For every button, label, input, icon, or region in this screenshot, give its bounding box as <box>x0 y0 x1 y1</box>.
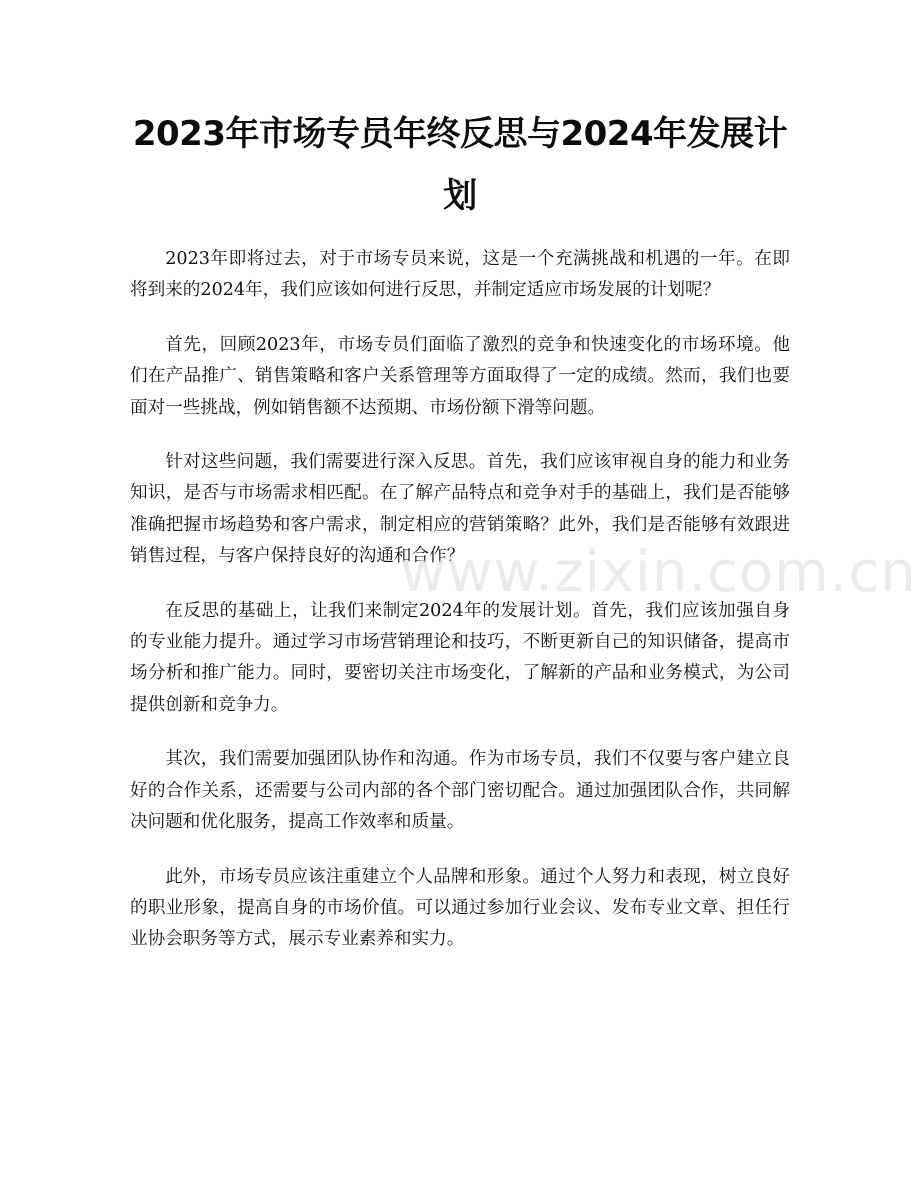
watermark: www.zixin.com.cn <box>400 540 917 605</box>
paragraph: 其次，我们需要加强团队协作和沟通。作为市场专员，我们不仅要与客户建立良好的合作关系，还需要与公司内部的各个部门密切配合。通过加强团队合作，共同解决问题和优化服务，提高工作效率和质量。 <box>130 749 790 833</box>
document-body <box>130 244 790 979</box>
paragraph: 此外，市场专员应该注重建立个人品牌和形象。通过个人努力和表现，树立良好的职业形象，提高自身的市场价值。可以通过参加行业会议、发布专业文章、担任行业协会职务等方式，展示专业素养和实力。 <box>130 866 790 950</box>
paragraph: 在反思的基础上，让我们来制定2024年的发展计划。首先，我们应该加强自身的专业能力提升。通过学习市场营销理论和技巧，不断更新自己的知识储备，提高市场分析和推广能力。同时，要密切关注市场变化，了解新的产品和业务模式，为公司提供创新和竞争力。 <box>130 600 790 715</box>
paragraph: 2023年即将过去，对于市场专员来说，这是一个充满挑战和机遇的一年。在即将到来的2024年，我们应该如何进行反思，并制定适应市场发展的计划呢？ <box>130 249 790 301</box>
paragraph: 首先，回顾2023年，市场专员们面临了激烈的竞争和快速变化的市场环境。他们在产品推广、销售策略和客户关系管理等方面取得了一定的成绩。然而，我们也要面对一些挑战，例如销售额不达预期、市场份额下滑等问题。 <box>130 334 790 418</box>
document-title: 2023年市场专员年终反思与2024年发展计划 <box>132 114 788 216</box>
paragraph: 针对这些问题，我们需要进行深入反思。首先，我们应该审视自身的能力和业务知识，是否与市场需求相匹配。在了解产品特点和竞争对手的基础上，我们是否能够准确把握市场趋势和客户需求，制定相应的营销策略？此外，我们是否能够有效跟进销售过程，与客户保持良好的沟通和合作？ <box>130 452 790 567</box>
